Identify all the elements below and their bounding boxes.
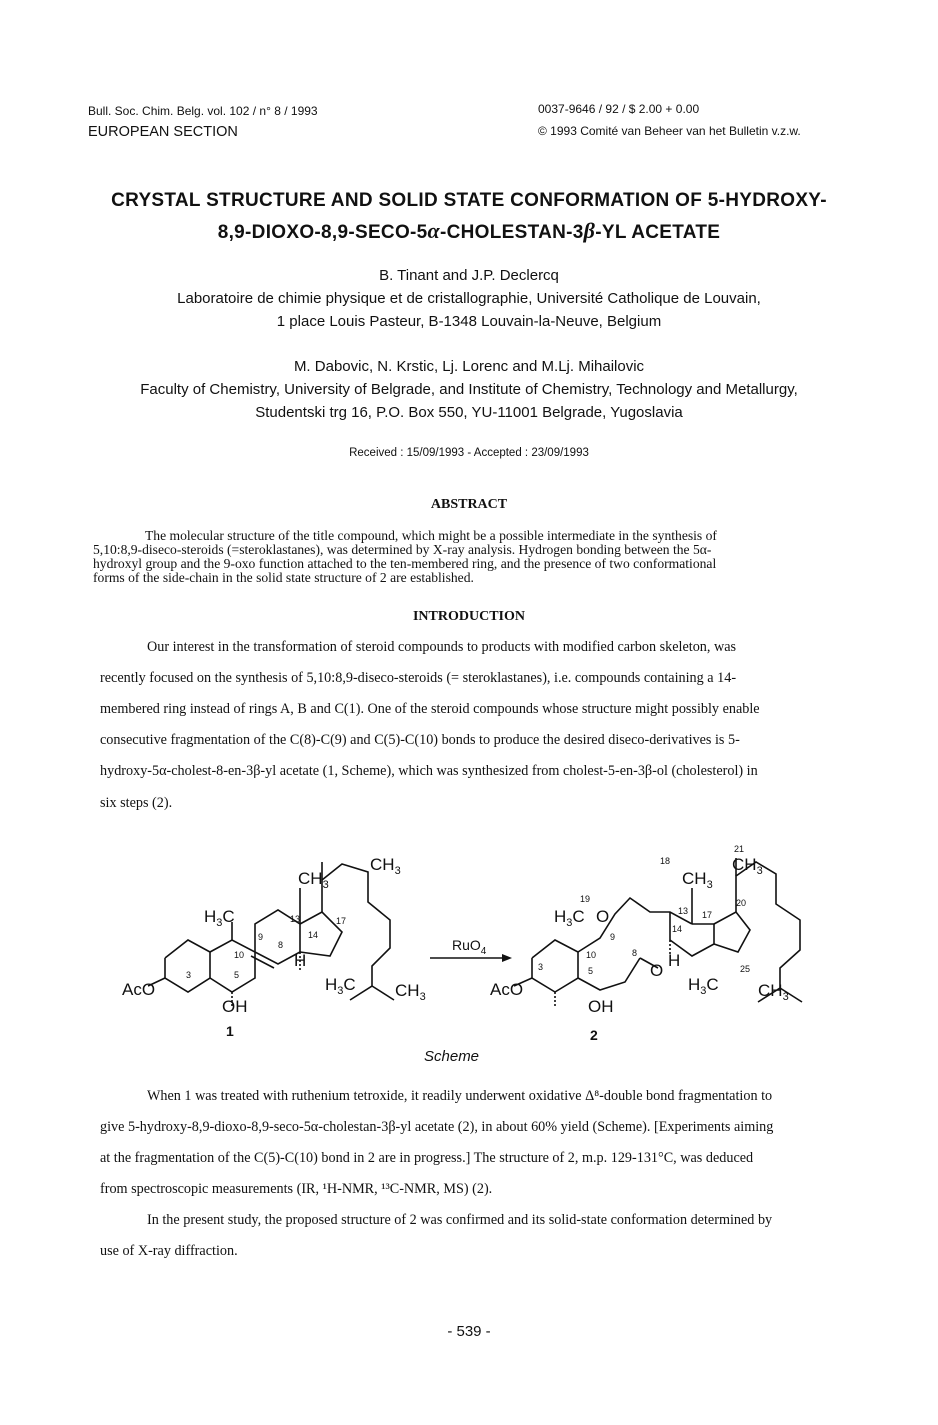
- svg-text:21: 21: [734, 844, 745, 854]
- svg-text:18: 18: [660, 856, 671, 866]
- svg-text:5: 5: [588, 966, 594, 976]
- body-line: use of X-ray diffraction.: [100, 1243, 238, 1259]
- hydroxyl-label-2: OH: [588, 997, 614, 1016]
- body-line: When 1 was treated with ruthenium tetroxide, it readily underwent oxidative Δ⁸-double bond fragmentation to: [147, 1088, 773, 1104]
- oxo-9-label: O: [596, 907, 610, 926]
- c18-methyl-label-1: $CH_3$: [298, 869, 329, 891]
- h3c-label-1: $H_3C$: [325, 975, 356, 997]
- h3c-label-2: $H_3C$: [688, 975, 719, 997]
- journal-citation: Bull. Soc. Chim. Belg. vol. 102 / n° 8 / 1993: [88, 104, 318, 118]
- reagent-label: RuO$_4$: [452, 937, 487, 957]
- intro-line: six steps (2).: [100, 795, 173, 811]
- c18-methyl-label-2: $CH_3$: [682, 869, 713, 891]
- svg-text:19: 19: [580, 894, 591, 904]
- svg-text:17: 17: [702, 910, 713, 920]
- svg-text:3: 3: [538, 962, 544, 972]
- abstract-line: forms of the side-chain in the solid state structure of 2 are established.: [93, 570, 474, 585]
- abstract-line: hydroxyl group and the 9-oxo function attached to the ten-membered ring, and the presence of two conformational: [93, 556, 717, 571]
- svg-text:9: 9: [258, 932, 264, 942]
- page-number: - 539 -: [447, 1323, 491, 1340]
- intro-line: membered ring instead of rings A, B and C(1). One of the steroid compounds whose structure might possibly enable: [100, 701, 760, 717]
- svg-text:3: 3: [186, 970, 192, 980]
- body-line: from spectroscopic measurements (IR, ¹H-NMR, ¹³C-NMR, MS) (2).: [100, 1181, 493, 1197]
- issn-code: 0037-9646 / 92 / $ 2.00 + 0.00: [538, 102, 700, 116]
- hydrogen-label-1: H: [294, 951, 307, 970]
- affiliation-1-line1: Laboratoire de chimie physique et de cristallographie, Université Catholique de Louvain,: [177, 290, 761, 307]
- oxo-8-label: O: [650, 961, 664, 980]
- affiliation-2-line2: Studentski trg 16, P.O. Box 550, YU-11001 Belgrade, Yugoslavia: [255, 404, 683, 421]
- svg-text:25: 25: [740, 964, 751, 974]
- svg-text:17: 17: [336, 916, 347, 926]
- intro-line: consecutive fragmentation of the C(8)-C(9) and C(5)-C(10) bonds to produce the desired diseco-derivatives is 5-: [100, 732, 740, 748]
- svg-text:20: 20: [736, 898, 747, 908]
- atom-numbers-2: [538, 844, 750, 976]
- svg-text:9: 9: [610, 932, 616, 942]
- svg-text:13: 13: [290, 914, 301, 924]
- svg-text:14: 14: [672, 924, 683, 934]
- svg-text:14: 14: [308, 930, 319, 940]
- copyright: © 1993 Comité van Beheer van het Bulletin v.z.w.: [538, 124, 801, 138]
- acetoxy-label-1: AcO: [122, 980, 156, 999]
- svg-text:8: 8: [278, 940, 284, 950]
- authors-group-2: M. Dabovic, N. Krstic, Lj. Lorenc and M.Lj. Mihailovic: [293, 358, 645, 375]
- authors-group-1: B. Tinant and J.P. Declercq: [379, 267, 559, 284]
- introduction-heading: INTRODUCTION: [412, 609, 525, 624]
- affiliation-1-line2: 1 place Louis Pasteur, B-1348 Louvain-la-Neuve, Belgium: [276, 313, 662, 330]
- journal-section: EUROPEAN SECTION: [88, 124, 238, 140]
- compound-2-label: 2: [590, 1027, 598, 1043]
- intro-line: Our interest in the transformation of steroid compounds to products with modified carbon skeleton, was: [147, 639, 737, 655]
- ch3-terminal-label-2: $CH_3$: [758, 981, 789, 1003]
- reaction-scheme: [110, 840, 830, 1070]
- c21-methyl-label-1: $CH_3$: [370, 855, 401, 877]
- svg-text:10: 10: [586, 950, 597, 960]
- c19-methyl-label-1: $H_3C$: [204, 907, 235, 929]
- affiliation-2-line1: Faculty of Chemistry, University of Belgrade, and Institute of Chemistry, Technology and Metallurgy,: [140, 381, 798, 398]
- compound-1-structure: [148, 862, 394, 1008]
- abstract-heading: ABSTRACT: [430, 497, 508, 512]
- svg-text:10: 10: [234, 950, 245, 960]
- body-line: In the present study, the proposed structure of 2 was confirmed and its solid-state conformation determined by: [147, 1212, 773, 1228]
- scheme-caption: Scheme: [424, 1048, 480, 1065]
- paper-title-line1: CRYSTAL STRUCTURE AND SOLID STATE CONFORMATION OF 5-HYDROXY-: [111, 190, 827, 211]
- c19-methyl-label-2: $H_3C$: [554, 907, 585, 929]
- reaction-arrow: [430, 954, 512, 962]
- svg-text:5: 5: [234, 970, 240, 980]
- paper-title-line2: 8,9-DIOXO-8,9-SECO-5α-CHOLESTAN-3β-YL ACETATE: [217, 218, 721, 243]
- ch3-terminal-label-1: $CH_3$: [395, 981, 426, 1003]
- svg-text:13: 13: [678, 906, 689, 916]
- c21-methyl-label-2: $CH_3$: [732, 855, 763, 877]
- received-accepted-dates: Received : 15/09/1993 - Accepted : 23/09/1993: [349, 447, 589, 459]
- body-line: give 5-hydroxy-8,9-dioxo-8,9-seco-5α-cholestan-3β-yl acetate (2), in about 60% yield (Scheme). [Experiments aiming: [100, 1119, 774, 1135]
- svg-text:8: 8: [632, 948, 638, 958]
- abstract-line: The molecular structure of the title compound, which might be a possible intermediate in the synthesis of: [145, 528, 717, 543]
- hydroxyl-label-1: OH: [222, 997, 248, 1016]
- acetoxy-label-2: AcO: [490, 980, 524, 999]
- abstract-line: 5,10:8,9-diseco-steroids (=steroklastanes), was determined by X-ray analysis. Hydrogen bonding between the 5α-: [93, 542, 712, 557]
- intro-line: recently focused on the synthesis of 5,10:8,9-diseco-steroids (= steroklastanes), i.e. compounds containing a 14-: [100, 670, 737, 686]
- body-line: at the fragmentation of the C(5)-C(10) bond in 2 are in progress.] The structure of 2, m.p. 129-131°C, was deduced: [100, 1150, 754, 1166]
- compound-1-label: 1: [226, 1023, 234, 1039]
- intro-line: hydroxy-5α-cholest-8-en-3β-yl acetate (1, Scheme), which was synthesized from cholest-5-en-3β-ol (cholesterol) in: [100, 763, 758, 779]
- hydrogen-label-2: H: [668, 951, 681, 970]
